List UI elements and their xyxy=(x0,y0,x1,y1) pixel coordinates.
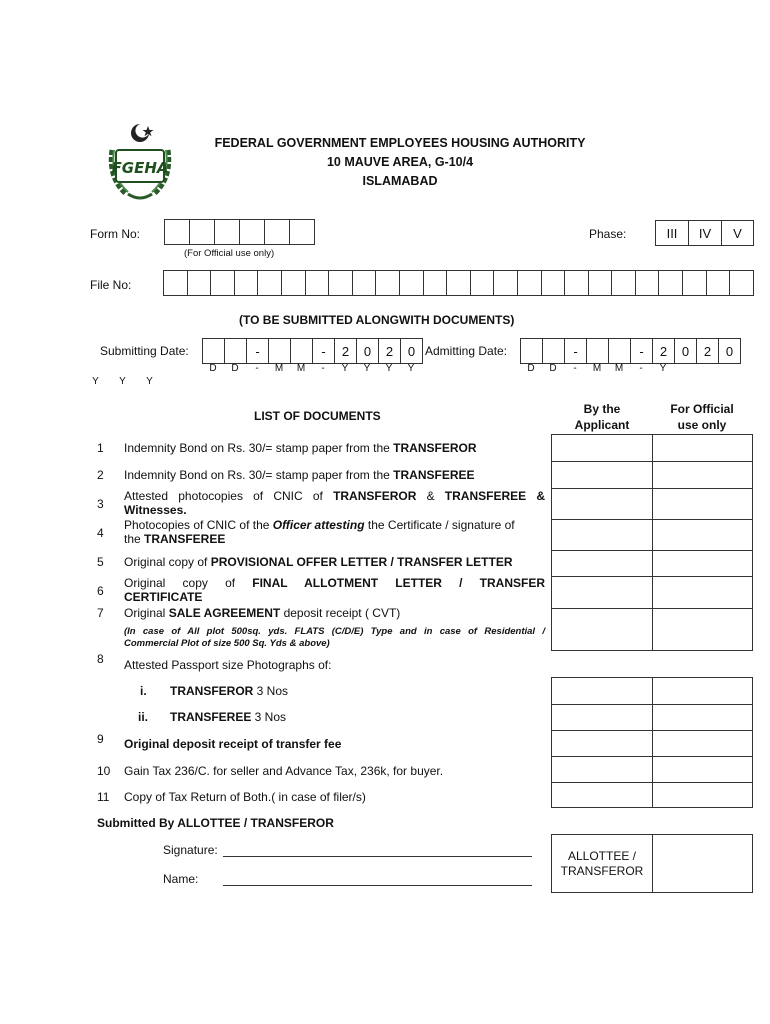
date-legend-char: D xyxy=(527,363,535,374)
item-8-number: 8 xyxy=(97,652,104,666)
item-4-number: 4 xyxy=(97,526,104,540)
date-legend-char: Y xyxy=(407,363,415,374)
submitting-date-box[interactable] xyxy=(225,338,247,364)
file-no-box[interactable] xyxy=(424,270,448,296)
date-legend-char: Y xyxy=(385,363,393,374)
date-legend-char: Y xyxy=(659,363,667,374)
item-8-sub1-text: TRANSFEROR 3 Nos xyxy=(170,684,289,698)
phase-label: Phase: xyxy=(589,227,627,241)
date-legend-char: Y xyxy=(146,376,153,387)
file-no-box[interactable] xyxy=(400,270,424,296)
org-name: FEDERAL GOVERNMENT EMPLOYEES HOUSING AUTHORITY xyxy=(214,136,586,150)
submitted-by: Submitted By ALLOTTEE / TRANSFEROR xyxy=(97,816,334,830)
date-legend-char: Y xyxy=(341,363,349,374)
file-no-box[interactable] xyxy=(306,270,330,296)
file-no-boxes[interactable] xyxy=(163,270,754,296)
org-address: 10 MAUVE AREA, G-10/4 xyxy=(326,155,474,169)
file-no-box[interactable] xyxy=(447,270,471,296)
phase-option-iv[interactable]: IV xyxy=(689,220,722,246)
submitting-date-box[interactable]: - xyxy=(313,338,335,364)
submitting-date-box[interactable]: 0 xyxy=(357,338,379,364)
submitting-date-label: Submitting Date: xyxy=(100,344,189,358)
date-legend-char: Y xyxy=(363,363,371,374)
admitting-date-box[interactable]: - xyxy=(565,338,587,364)
date-legend-char: M xyxy=(614,363,624,374)
admitting-date-label: Admitting Date: xyxy=(425,344,508,358)
item-7-note: (In case of All plot 500sq. yds. FLATS (C/D/E) Type and in case of Residential / Commercial Plot of size 500 Sq. Yds & above) xyxy=(124,626,545,649)
file-no-box[interactable] xyxy=(707,270,731,296)
date-legend-char: - xyxy=(255,363,259,374)
file-no-box[interactable] xyxy=(565,270,589,296)
file-no-box[interactable] xyxy=(659,270,683,296)
allottee-box-label: ALLOTTEE / TRANSFEROR xyxy=(552,835,653,892)
form-no-label: Form No: xyxy=(90,227,141,241)
file-no-box[interactable] xyxy=(494,270,518,296)
item-2-text: Indemnity Bond on Rs. 30/= stamp paper from the TRANSFEREE xyxy=(124,468,475,482)
item-2-number: 2 xyxy=(97,468,104,482)
item-5-number: 5 xyxy=(97,555,104,569)
submitting-date-box[interactable] xyxy=(203,338,225,364)
item-8-sub2-text: TRANSFEREE 3 Nos xyxy=(170,710,287,724)
item-7-text: Original SALE AGREEMENT deposit receipt ( CVT) xyxy=(124,606,401,620)
item-8-sub2-number: ii. xyxy=(138,710,149,724)
file-no-box[interactable] xyxy=(282,270,306,296)
admitting-date-box[interactable]: 2 xyxy=(653,338,675,364)
name-line[interactable] xyxy=(223,885,532,886)
date-legend-char: - xyxy=(573,363,577,374)
signature-label: Signature: xyxy=(163,843,218,857)
item-3-number: 3 xyxy=(97,497,104,511)
submitting-date-box[interactable]: 0 xyxy=(401,338,423,364)
date-legend-char: M xyxy=(592,363,602,374)
form-no-boxes[interactable] xyxy=(164,219,315,245)
admitting-date-box[interactable]: - xyxy=(631,338,653,364)
file-no-box[interactable] xyxy=(636,270,660,296)
date-legend-char: - xyxy=(321,363,325,374)
item-9-text: Original deposit receipt of transfer fee xyxy=(124,737,342,751)
file-no-box[interactable] xyxy=(211,270,235,296)
item-5-text: Original copy of PROVISIONAL OFFER LETTER / TRANSFER LETTER xyxy=(124,555,513,569)
date-legend-char: M xyxy=(274,363,284,374)
submitting-date-legend xyxy=(202,363,422,374)
phase-option-v[interactable]: V xyxy=(722,220,754,246)
admitting-date-box[interactable] xyxy=(521,338,543,364)
submitting-date-box[interactable] xyxy=(291,338,313,364)
item-6-number: 6 xyxy=(97,584,104,598)
file-no-box[interactable] xyxy=(235,270,259,296)
file-no-box[interactable] xyxy=(258,270,282,296)
file-no-box[interactable] xyxy=(683,270,707,296)
checkbox-column-b[interactable] xyxy=(551,677,753,808)
admitting-date-box[interactable] xyxy=(609,338,631,364)
instruction-text: (TO BE SUBMITTED ALONGWITH DOCUMENTS) xyxy=(239,313,515,327)
file-no-box[interactable] xyxy=(329,270,353,296)
item-11-text: Copy of Tax Return of Both.( in case of filer/s) xyxy=(124,790,366,804)
file-no-box[interactable] xyxy=(188,270,212,296)
file-no-box[interactable] xyxy=(589,270,613,296)
item-10-number: 10 xyxy=(97,764,111,778)
item-8-text: Attested Passport size Photographs of: xyxy=(124,658,332,672)
file-no-box[interactable] xyxy=(164,270,188,296)
submitting-date-box[interactable]: 2 xyxy=(335,338,357,364)
item-7-number: 7 xyxy=(97,606,104,620)
admitting-date-box[interactable]: 2 xyxy=(697,338,719,364)
admitting-date-box[interactable] xyxy=(587,338,609,364)
date-legend-char: Y xyxy=(92,376,99,387)
official-use-note: (For Official use only) xyxy=(184,248,275,259)
admitting-date-box[interactable]: 0 xyxy=(675,338,697,364)
admitting-date-legend xyxy=(520,363,674,374)
checkbox-column-a[interactable] xyxy=(551,434,753,651)
date-legend-char: D xyxy=(231,363,239,374)
item-1-text: Indemnity Bond on Rs. 30/= stamp paper from the TRANSFEROR xyxy=(124,441,477,455)
phase-option-iii[interactable]: III xyxy=(656,220,689,246)
item-4-text: Photocopies of CNIC of the Officer attesting the Certificate / signature of the TRANSFEREE xyxy=(124,518,515,546)
item-10-text: Gain Tax 236/C. for seller and Advance Tax, 236k, for buyer. xyxy=(124,764,444,778)
file-no-box[interactable] xyxy=(542,270,566,296)
admitting-date-legend-wrap xyxy=(82,376,163,387)
date-legend-char: Y xyxy=(119,376,126,387)
col-applicant: By the Applicant xyxy=(574,402,630,432)
date-legend-char: D xyxy=(209,363,217,374)
logo-text: FGEHA xyxy=(111,159,169,177)
submitting-date-boxes[interactable] xyxy=(202,338,423,364)
name-label: Name: xyxy=(163,872,199,886)
file-no-box[interactable] xyxy=(612,270,636,296)
item-6-text: Original copy of FINAL ALLOTMENT LETTER / TRANSFER CERTIFICATE xyxy=(124,576,545,604)
item-8-sub1-number: i. xyxy=(140,684,147,698)
admitting-date-box[interactable] xyxy=(543,338,565,364)
file-no-label: File No: xyxy=(90,278,132,292)
file-no-box[interactable] xyxy=(518,270,542,296)
item-11-number: 11 xyxy=(97,790,110,804)
file-no-box[interactable] xyxy=(471,270,495,296)
allottee-signature-box[interactable] xyxy=(551,834,753,893)
item-1-number: 1 xyxy=(97,441,104,455)
item-3-text: Attested photocopies of CNIC of TRANSFEROR & TRANSFEREE & Witnesses. xyxy=(124,489,545,517)
item-9-number: 9 xyxy=(97,732,104,746)
file-no-box[interactable] xyxy=(376,270,400,296)
org-city: ISLAMABAD xyxy=(362,174,438,188)
submitting-date-box[interactable] xyxy=(269,338,291,364)
admitting-date-boxes[interactable] xyxy=(520,338,741,364)
date-legend-char: - xyxy=(639,363,643,374)
date-legend-char: D xyxy=(549,363,557,374)
phase-options[interactable] xyxy=(655,220,754,246)
admitting-date-box[interactable]: 0 xyxy=(719,338,741,364)
col-official: For Official use only xyxy=(670,402,734,432)
submitting-date-box[interactable]: - xyxy=(247,338,269,364)
file-no-box[interactable] xyxy=(353,270,377,296)
date-legend-char: M xyxy=(296,363,306,374)
signature-line[interactable] xyxy=(223,856,532,857)
file-no-box[interactable] xyxy=(730,270,754,296)
list-title: LIST OF DOCUMENTS xyxy=(254,409,381,423)
submitting-date-box[interactable]: 2 xyxy=(379,338,401,364)
